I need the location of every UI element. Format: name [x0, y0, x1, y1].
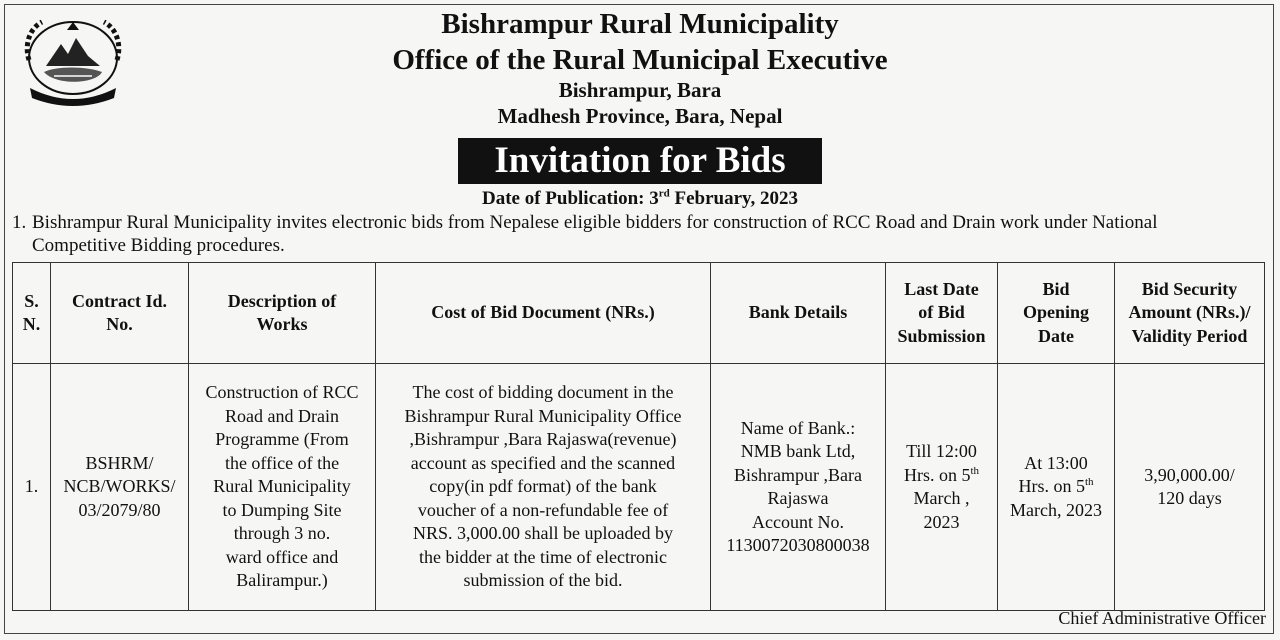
- office-name: Office of the Rural Municipal Executive: [392, 44, 888, 76]
- header-bank: Bank Details: [711, 263, 886, 364]
- cell-description: Construction of RCC Road and Drain Programme (From the office of the Rural Municipality to Dumping Site through 3 no. ward office and Balirampur.): [189, 364, 376, 611]
- intro-paragraph: 1. Bishrampur Rural Municipality invites electronic bids from Nepalese eligible bidders for construction of RCC Road and Drain work under National Competitive Bidding procedures.: [12, 212, 1158, 256]
- cell-bid-security: 3,90,000.00/ 120 days: [1115, 364, 1265, 611]
- bids-table: [12, 262, 1265, 611]
- cell-last-date: Till 12:00 Hrs. on 5th March , 2023: [886, 364, 998, 611]
- table-row: [13, 364, 1265, 611]
- header-opening-date: Bid Opening Date: [998, 263, 1115, 364]
- header-description: Description of Works: [189, 263, 376, 364]
- table-header-row: [13, 263, 1265, 364]
- header-cost: Cost of Bid Document (NRs.): [376, 263, 711, 364]
- header-contract-id: Contract Id. No.: [51, 263, 189, 364]
- cell-sn: 1.: [13, 364, 51, 611]
- notice-title: Invitation for Bids: [458, 138, 822, 184]
- publication-date: Date of Publication: 3rd February, 2023: [481, 187, 799, 209]
- header-bid-security: Bid Security Amount (NRs.)/ Validity Period: [1115, 263, 1265, 364]
- cell-cost: The cost of bidding document in the Bishrampur Rural Municipality Office ,Bishrampur ,Bara Rajaswa(revenue) account as specified and the scanned copy(in pdf format) of the bank voucher of a non-refundable fee of NRS. 3,000.00 shall be uploaded by the bidder at the time of electronic submission of the bid.: [376, 364, 711, 611]
- cell-contract-id: BSHRM/ NCB/WORKS/ 03/2079/80: [51, 364, 189, 611]
- office-province: Madhesh Province, Bara, Nepal: [497, 104, 783, 128]
- header-last-date: Last Date of Bid Submission: [886, 263, 998, 364]
- header-sn: S. N.: [13, 263, 51, 364]
- cell-opening-date: At 13:00 Hrs. on 5th March, 2023: [998, 364, 1115, 611]
- cell-bank: Name of Bank.: NMB bank Ltd, Bishrampur ,Bara Rajaswa Account No. 1130072030800038: [711, 364, 886, 611]
- signatory: Chief Administrative Officer: [1058, 608, 1266, 628]
- office-address: Bishrampur, Bara: [558, 78, 722, 102]
- municipality-name: Bishrampur Rural Municipality: [441, 8, 839, 40]
